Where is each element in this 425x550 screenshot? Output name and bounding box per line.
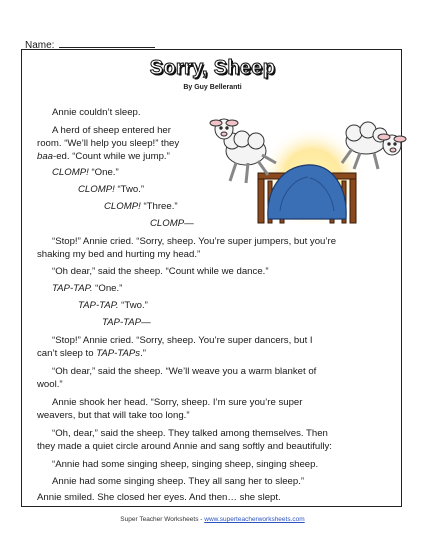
story-line: “Stop!” Annie cried. “Sorry, sheep. You’re super jumpers, but you’re: [52, 236, 337, 247]
story-line: A herd of sheep entered her: [52, 125, 171, 136]
story-line: wool.”: [37, 379, 63, 390]
sheep-left: [210, 119, 276, 183]
story-line: “Oh, dear,” said the sheep. They talked among themselves. Then: [52, 428, 328, 439]
story-line: TAP-TAP. “One.”: [52, 283, 123, 294]
story-line: baa-ed. “Count while we jump.”: [37, 151, 170, 162]
story-line: CLOMP—: [150, 218, 194, 229]
story-byline: By Guy Belleranti: [183, 84, 242, 91]
footer-link[interactable]: www.superteacherworksheets.com: [204, 516, 305, 523]
footer-text: Super Teacher Worksheets -: [120, 516, 205, 523]
story-line: “Annie had some singing sheep, singing sheep, singing sheep.: [52, 459, 319, 470]
story-line: Annie couldn’t sleep.: [52, 107, 141, 118]
story-title: Sorry, Sheep: [149, 57, 276, 79]
story-line: “Oh dear,” said the sheep. “Count while we dance.”: [52, 266, 269, 277]
story-line: they made a quiet circle around Annie and sang softly and beautifully:: [37, 441, 332, 452]
story-line: CLOMP! “Two.”: [78, 184, 145, 195]
story-line: Annie smiled. She closed her eyes. And then… she slept.: [37, 492, 281, 503]
story-line: shaking my bed and hurting my head.”: [37, 249, 201, 260]
story-line: CLOMP! “Three.”: [104, 201, 178, 212]
sheep-bed-illustration: [202, 111, 412, 229]
story-line: weavers, but that will take too long.”: [37, 410, 190, 421]
story-line: “Oh dear,” said the sheep. “We’ll weave you a warm blanket of: [52, 366, 317, 377]
story-line: can’t sleep to TAP-TAPs.”: [37, 348, 146, 359]
story-line: “Stop!” Annie cried. “Sorry, sheep. You’re super dancers, but I: [52, 335, 313, 346]
story-line: TAP-TAP. “Two.”: [78, 300, 148, 311]
story-line: Annie shook her head. “Sorry, sheep. I’m sure you’re super: [52, 397, 303, 408]
page-footer: [0, 516, 425, 523]
story-line: TAP-TAP—: [102, 317, 151, 328]
story-line: Annie had some singing sheep. They all sang her to sleep.”: [52, 476, 305, 487]
story-line: room. “We’ll help you sleep!” they: [37, 138, 180, 149]
story-line: CLOMP! “One.”: [52, 167, 119, 178]
name-blank-line[interactable]: [59, 38, 155, 48]
name-label: Name:: [25, 40, 55, 51]
